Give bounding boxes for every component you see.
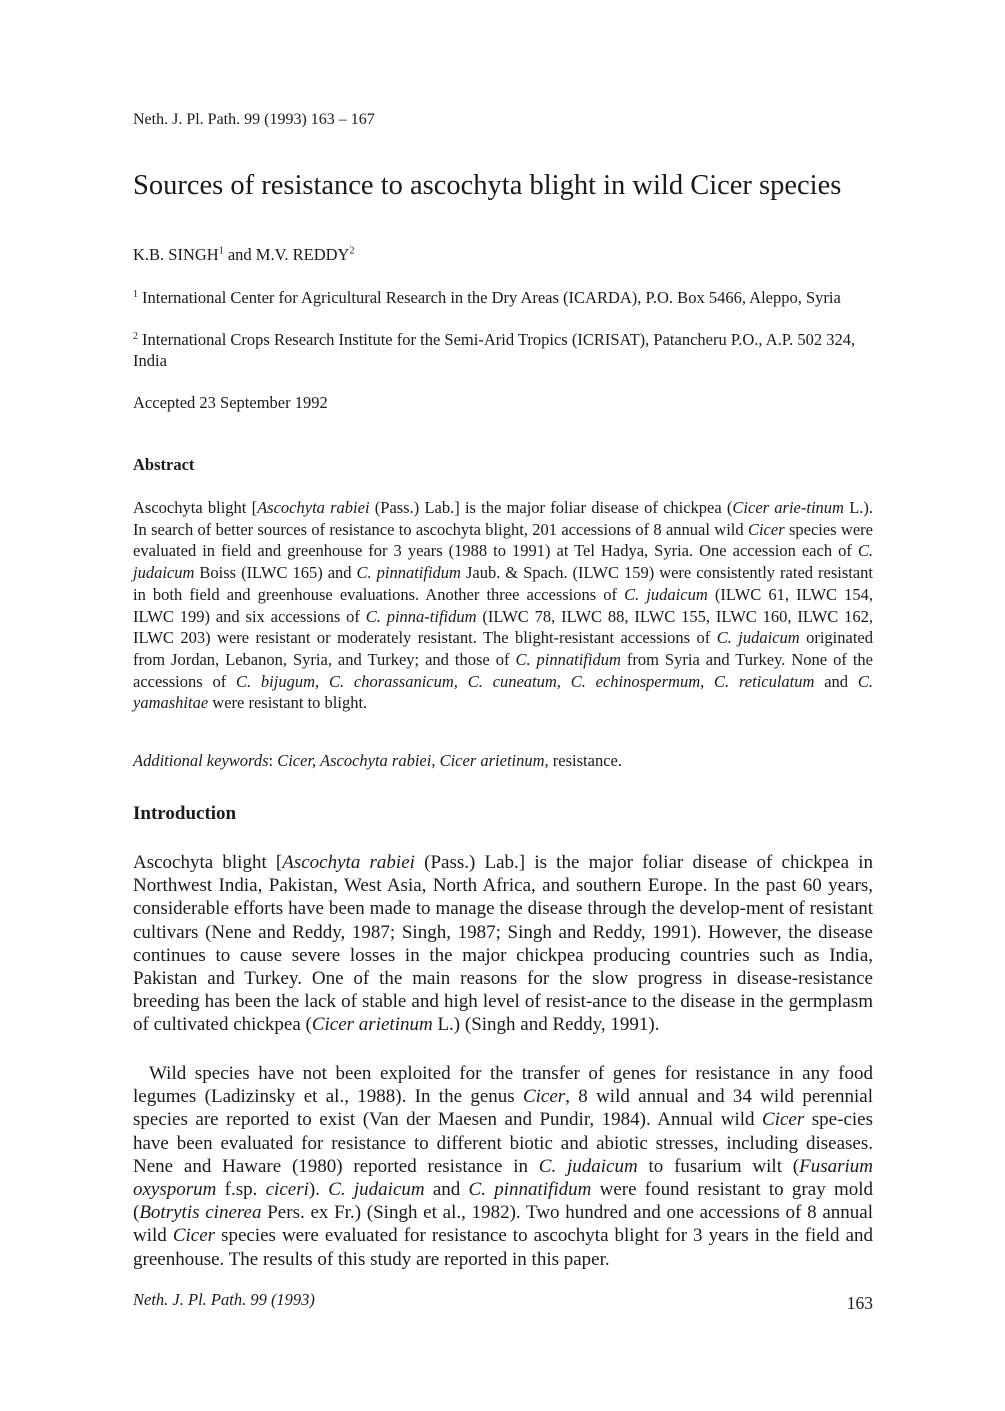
text-run: resistance. [548,751,622,770]
italic-text-run: Ascochyta rabiei [257,498,370,517]
page-number: 163 [846,1293,873,1313]
text-run: spe-cies have been evaluated for resistance to different biotic and abiotic stresses, including diseases. Nene and Haware (1980) reported resistance in [133,1109,873,1177]
text-run: were found resistant to gray mold ( [133,1179,873,1224]
text-run: Ascochyta blight [ [133,852,283,873]
italic-text-run: ciceri [265,1179,309,1201]
italic-text-run: Cicer [747,519,785,539]
introduction-heading: Introduction [133,803,237,824]
text-run: species were evaluated for resistance to ascochyta blight for 3 years in the field and greenhouse. The results of this study are reported in this paper. [133,1225,874,1270]
italic-text-run: Cicer arie-tinum [732,498,844,517]
text-run: : [268,751,278,770]
text-run: L.). In search of better sources of resistance to ascochyta blight, 201 accessions of 8 annual wild [133,498,874,539]
italic-text-run: Ascochyta rabiei [282,852,415,873]
text-run: were resistant to blight. [208,693,368,713]
text-run: originated from Jordan, Lebanon, Syria, and Turkey; and those of [133,628,873,669]
text-run: (Pass.) Lab.] is the major foliar disease of chickpea in Northwest India, Pakistan, West Asia, North Africa, and southern Europe. In the past 60 years, considerable efforts have been made to manage the disease through the develop-ment of resistant cultivars (Nene and Reddy, 1987; Singh, 1987; Singh and Reddy, 1991). However, the disease continues to cause severe losses in the major chickpea producing countries such as India, Pakistan and Turkey. One of the main reasons for the slow progress in disease-resistance breeding has been the lack of stable and high level of resist-ance to the disease in the germplasm of cultivated chickpea ( [133,852,874,1036]
italic-text-run: Cicer [522,1086,566,1108]
author-affiliation-mark: 2 [349,245,355,257]
introduction-paragraph [133,851,873,1037]
text-run: L.) (Singh and Reddy, 1991). [432,1014,660,1036]
italic-text-run: Cicer, Ascochyta rabiei, Cicer arietinum, [277,751,549,770]
affiliation [133,287,873,308]
italic-text-run: C. pinnatifidum [356,563,461,583]
text-run: and [814,671,858,691]
italic-text-run: C. pinna-tifidum [365,606,477,626]
paper-title: Sources of resistance to ascochyta blight in wild Cicer species [133,170,842,201]
affiliation-text: International Center for Agricultural Research in the Dry Areas (ICARDA), P.O. Box 5466, Aleppo, Syria [142,288,841,307]
text-run: , 8 wild annual and 34 wild perennial species are reported to exist (Van der Maesen and Pundir, 1984). Annual wild [133,1086,873,1131]
author-conjunction: and [223,245,256,264]
affiliation-number: 2 [133,330,138,342]
text-run: (ILWC 61, ILWC 154, ILWC 199) and six accessions of [133,584,873,626]
text-run: Wild species have not been exploited for the transfer of genes for resistance in any food legumes (Ladizinsky et al., 1988). In the genus [133,1063,873,1108]
affiliation [133,329,873,371]
text-run: (ILWC 78, ILWC 88, ILWC 155, ILWC 160, ILWC 162, ILWC 203) were resistant or moderately resistant. The blight-resistant accessions of [133,606,873,648]
text-run: (Pass.) Lab.] is the major foliar disease of chickpea ( [369,498,733,517]
text-run: Boiss (ILWC 165) and [194,563,357,583]
italic-text-run: C. judaicum [716,628,800,648]
italic-text-run: C. judaicum [538,1155,638,1177]
italic-text-run: Cicer arietinum [311,1014,433,1036]
keywords-line [133,751,622,771]
author-affiliation-mark: 1 [218,245,224,257]
text-run: Ascochyta blight [ [133,498,258,517]
italic-text-run: C. yamashitae [133,671,874,713]
text-run: f.sp. [216,1179,266,1201]
italic-text-run: Cicer [172,1225,216,1247]
italic-text-run: Additional keywords [133,751,269,770]
italic-text-run: C. judaicum [328,1179,425,1201]
text-run: Pers. ex Fr.) (Singh et al., 1982). Two hundred and one accessions of 8 annual wild [133,1202,873,1247]
abstract-heading: Abstract [133,455,195,474]
accepted-date: Accepted 23 September 1992 [133,393,328,412]
author-name: M.V. REDDY [255,245,350,264]
introduction-paragraph [133,1062,873,1271]
journal-citation: Neth. J. Pl. Path. 99 (1993) 163 – 167 [133,111,375,128]
abstract-body [133,497,873,714]
affiliation-number: 1 [133,288,138,300]
author-line [133,245,354,265]
italic-text-run: C. pinnatifidum [515,649,621,669]
text-run: from Syria and Turkey. None of the accessions of [133,649,873,691]
italic-text-run: C. judaicum [133,541,873,583]
italic-text-run: C. pinnatifidum [468,1179,592,1201]
text-run: Jaub. & Spach. (ILWC 159) were consistently rated resistant in both field and greenhouse evaluations. Another three accessions of [133,563,873,604]
text-run: species were evaluated in field and greenhouse for 3 years (1988 to 1991) at Tel Hadya, Syria. One accession each of [133,519,873,561]
text-run: and [424,1179,469,1201]
italic-text-run: C. bijugum, C. chorassanicum, C. cuneatum, C. echinospermum, C. reticulatum [236,671,815,691]
author-name: K.B. SINGH [133,245,219,264]
footer-journal: Neth. J. Pl. Path. 99 (1993) [133,1290,315,1309]
text-run: to fusarium wilt ( [637,1155,800,1177]
affiliation-text: International Crops Research Institute for the Semi-Arid Tropics (ICRISAT), Patancheru P.O., A.P. 502 324, India [133,330,856,370]
italic-text-run: Cicer [762,1109,805,1131]
text-run: ). [308,1179,329,1201]
italic-text-run: Fusarium oxysporum [133,1155,873,1201]
italic-text-run: Botrytis cinerea [139,1202,262,1224]
italic-text-run: C. judaicum [624,584,708,604]
